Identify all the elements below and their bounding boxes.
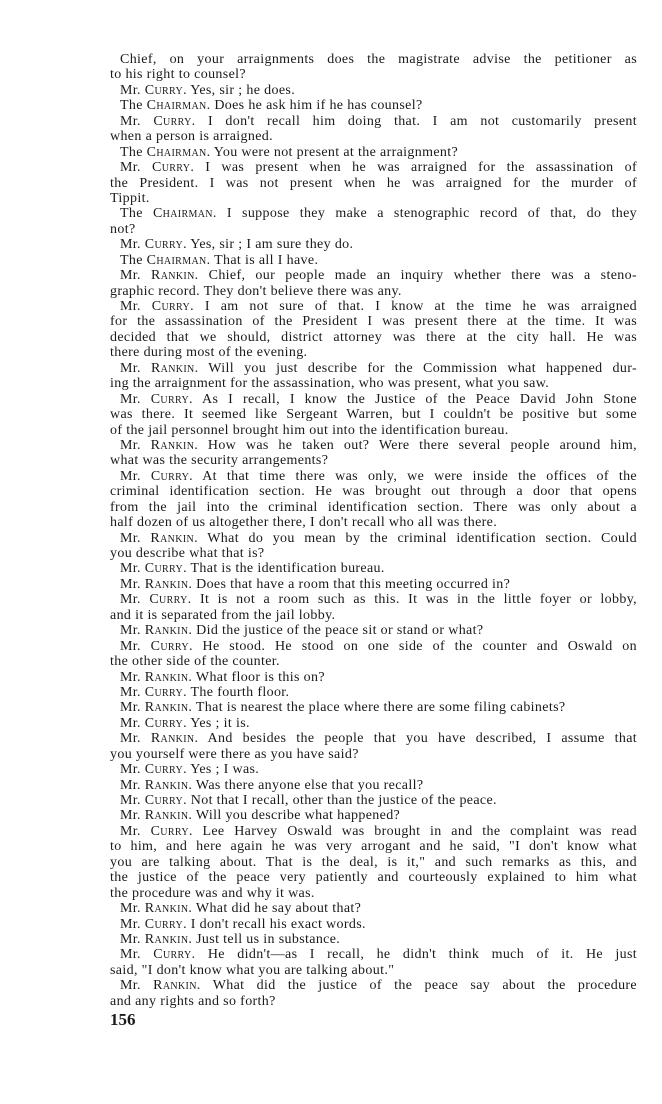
text-line [110, 561, 637, 576]
text-line [110, 577, 637, 592]
testimony-paragraph [110, 253, 637, 268]
line-text: It is not a room such as this. It was in the little foyer or lobby, [199, 592, 637, 608]
speaker-name: Mr. Rankin. [120, 901, 193, 917]
text-line [110, 376, 637, 391]
speaker-name: The Chairman. [120, 98, 211, 114]
text-line [110, 299, 637, 314]
text-line [110, 453, 637, 468]
speaker-name: The Chairman. [120, 206, 217, 222]
line-text: Does that have a room that this meeting occurred in? [196, 576, 511, 592]
text-line [110, 438, 637, 453]
testimony-paragraph [110, 932, 637, 947]
speaker-name: Mr. Rankin. [120, 931, 193, 947]
speaker-name: Mr. Curry. [120, 638, 193, 654]
text-line [110, 670, 637, 685]
testimony-paragraph [110, 778, 637, 793]
text-line [110, 114, 637, 129]
line-text: Will you just describe for the Commission what happened dur- [208, 360, 637, 376]
line-text: That is the identification bureau. [190, 561, 385, 577]
speaker-name: Mr. Curry. [120, 947, 196, 963]
line-text: Was there anyone else that you recall? [195, 777, 424, 793]
text-line [110, 623, 637, 638]
line-text: At that time there was only, we were inside the offices of the [202, 468, 637, 484]
line-text: ing the arraignment for the assassination, who was present, what you saw. [110, 376, 550, 392]
line-text: Yes ; it is. [190, 715, 250, 731]
line-text: What floor is this on? [195, 669, 325, 685]
line-text: criminal identification section. He was brought out through a door that opens [110, 484, 637, 500]
text-line [110, 932, 637, 947]
testimony-paragraph [110, 685, 637, 700]
testimony-paragraph [110, 361, 637, 392]
line-text: you are talking about. That is the deal, is it," and such remarks as this, and [110, 854, 637, 870]
line-text: He stood. He stood on one side of the counter and Oswald on [202, 638, 637, 654]
speaker-name: Mr. Curry. [120, 391, 193, 407]
line-text: there during most of the evening. [110, 345, 308, 361]
text-line [110, 237, 637, 252]
line-text: Yes, sir ; I am sure they do. [190, 237, 354, 253]
testimony-paragraph [110, 700, 637, 715]
text-line [110, 700, 637, 715]
testimony-paragraph [110, 917, 637, 932]
page-number: 156 [110, 1010, 136, 1029]
text-line [110, 268, 637, 283]
line-text: I was present when he was arraigned for the assassination of [205, 160, 637, 176]
speaker-name: Mr. Rankin. [120, 268, 199, 284]
text-line [110, 824, 637, 839]
line-text: the procedure was and why it was. [110, 885, 315, 901]
speaker-name: Mr. Rankin. [120, 437, 199, 453]
speaker-name: Mr. Curry. [120, 237, 187, 253]
testimony-paragraph [110, 392, 637, 438]
speaker-name: Mr. Curry. [120, 113, 196, 129]
speaker-name: Mr. Curry. [120, 762, 187, 778]
speaker-name: The Chairman. [120, 144, 211, 160]
line-text: for the assassination of the President I was present there at the time. It was [110, 314, 637, 330]
line-text: Yes ; I was. [190, 762, 260, 778]
line-text: That is all I have. [214, 252, 319, 268]
text-line [110, 423, 637, 438]
testimony-paragraph [110, 438, 637, 469]
line-text: the justice of the peace very patiently and courteously explained to him what [110, 870, 637, 886]
speaker-name: Mr. Rankin. [120, 777, 193, 793]
text-line [110, 592, 637, 607]
line-text: what was the security arrangements? [110, 453, 329, 469]
speaker-name: Mr. Rankin. [120, 978, 201, 994]
text-line [110, 361, 637, 376]
text-line [110, 176, 637, 191]
text-line [110, 407, 637, 422]
testimony-paragraph [110, 716, 637, 731]
text-line [110, 762, 637, 777]
text-line [110, 886, 637, 901]
line-text: of the jail personnel brought him out into the identification bureau. [110, 422, 509, 438]
testimony-paragraph [110, 206, 637, 237]
text-line [110, 639, 637, 654]
text-line [110, 901, 637, 916]
line-text: Will you describe what happened? [195, 808, 401, 824]
testimony-paragraph [110, 577, 637, 592]
speaker-name: Mr. Curry. [120, 793, 187, 808]
testimony-paragraph [110, 531, 637, 562]
speaker-name: Mr. Rankin. [120, 731, 199, 747]
line-text: He didn't—as I recall, he didn't think much of it. He just [207, 947, 637, 963]
text-line [110, 484, 637, 499]
testimony-paragraph [110, 947, 637, 978]
text-line [110, 67, 637, 82]
line-text: I don't recall his exact words. [190, 916, 366, 932]
testimony-paragraph [110, 237, 637, 252]
line-text: Did the justice of the peace sit or stand or what? [196, 623, 484, 639]
speaker-name: Mr. Rankin. [120, 576, 193, 592]
text-line [110, 793, 637, 808]
line-text: and it is separated from the jail lobby. [110, 607, 336, 623]
line-text: As I recall, I know the Justice of the Peace David John Stone [201, 391, 637, 407]
text-line [110, 917, 637, 932]
speaker-name: Mr. Rankin. [120, 530, 198, 546]
text-line [110, 129, 637, 144]
line-text: That is nearest the place where there are some filing cabinets? [195, 700, 566, 716]
line-text: I am not sure of that. I know at the time he was arraigned [204, 299, 637, 314]
line-text: you describe what that is? [110, 546, 265, 561]
text-line [110, 83, 637, 98]
line-text: What did the justice of the peace say about the procedure [212, 978, 637, 994]
line-text: you yourself were there as you have said? [110, 746, 359, 762]
line-text: from the jail into the criminal identification section. There was only about a [110, 499, 637, 515]
text-line [110, 978, 637, 993]
testimony-paragraph [110, 670, 637, 685]
testimony-paragraph [110, 469, 637, 531]
text-line [110, 392, 637, 407]
testimony-paragraph [110, 268, 637, 299]
testimony-paragraph [110, 160, 637, 206]
testimony-paragraph [110, 978, 637, 1009]
text-line [110, 469, 637, 484]
testimony-paragraph [110, 114, 637, 145]
speaker-name: Mr. Curry. [120, 468, 194, 484]
line-text: The fourth floor. [190, 684, 290, 700]
testimony-paragraph [110, 808, 637, 823]
testimony-paragraph [110, 299, 637, 361]
line-text: Tippit. [110, 190, 150, 206]
text-line [110, 191, 637, 206]
testimony-paragraph [110, 561, 637, 576]
testimony-paragraph [110, 639, 637, 670]
line-text: when a person is arraigned. [110, 129, 274, 145]
line-text: Does he ask him if he has counsel? [214, 98, 423, 114]
line-text: said, "I don't know what you are talking about." [110, 962, 395, 978]
text-line [110, 947, 637, 962]
text-line [110, 206, 637, 221]
text-line [110, 808, 637, 823]
text-line [110, 52, 637, 67]
speaker-name: Mr. Rankin. [120, 360, 199, 376]
text-line [110, 145, 637, 160]
text-line [110, 855, 637, 870]
line-text: to him, and here again he was very arrogant and he said, "I don't know what [110, 839, 637, 855]
text-line [110, 608, 637, 623]
testimony-paragraph [110, 52, 637, 83]
line-text: Chief, our people made an inquiry whether there was a steno- [208, 268, 637, 284]
speaker-name: Mr. Curry. [120, 299, 194, 314]
line-text: Not that I recall, other than the justice of the peace. [190, 793, 497, 808]
speaker-name: Mr. Rankin. [120, 700, 193, 716]
line-text: How was he taken out? Were there several people around him, [207, 437, 637, 453]
line-text: You were not present at the arraignment? [213, 144, 459, 160]
line-text: What did he say about that? [195, 901, 362, 917]
speaker-name: Mr. Curry. [120, 823, 193, 839]
speaker-name: Mr. Rankin. [120, 669, 193, 685]
text-line [110, 314, 637, 329]
speaker-name: Mr. Curry. [120, 916, 187, 932]
testimony-paragraph [110, 901, 637, 916]
line-text: the President. I was not present when he was arraigned for the murder of [110, 175, 637, 191]
text-line [110, 716, 637, 731]
text-line [110, 284, 637, 299]
text-line [110, 870, 637, 885]
line-text: to his right to counsel? [110, 67, 246, 83]
text-line [110, 500, 637, 515]
line-text: Chief, on your arraignments does the magistrate advise the petitioner as [120, 52, 637, 67]
line-text: Yes, sir ; he does. [190, 82, 296, 98]
speaker-name: Mr. Curry. [120, 715, 187, 731]
text-line [110, 839, 637, 854]
transcript-body [110, 52, 637, 1009]
line-text: was there. It seemed like Sergeant Warren, but I couldn't be positive but some [110, 407, 637, 423]
speaker-name: Mr. Curry. [120, 561, 187, 577]
testimony-paragraph [110, 824, 637, 901]
speaker-name: Mr. Rankin. [120, 808, 193, 824]
line-text: and any rights and so forth? [110, 993, 276, 1009]
text-line [110, 222, 637, 237]
testimony-paragraph [110, 731, 637, 762]
text-line [110, 253, 637, 268]
line-text: decided that we should, district attorney was there at the city hall. He was [110, 329, 637, 345]
line-text: graphic record. They don't believe there was any. [110, 283, 402, 299]
line-text: What do you mean by the criminal identification section. Could [207, 530, 637, 546]
speaker-name: Mr. Curry. [120, 684, 187, 700]
text-line [110, 546, 637, 561]
line-text: I suppose they make a stenographic record of that, do they [226, 206, 637, 222]
text-line [110, 531, 637, 546]
testimony-paragraph [110, 83, 637, 98]
text-line [110, 685, 637, 700]
line-text: half dozen of us altogether there, I don't recall who all was there. [110, 515, 498, 531]
testimony-paragraph [110, 762, 637, 777]
line-text: I don't recall him doing that. I am not customarily present [207, 113, 637, 129]
text-line [110, 345, 637, 360]
speaker-name: Mr. Curry. [120, 592, 192, 608]
text-line [110, 515, 637, 530]
text-line [110, 963, 637, 978]
text-line [110, 330, 637, 345]
text-line [110, 778, 637, 793]
speaker-name: Mr. Curry. [120, 82, 187, 98]
speaker-name: Mr. Rankin. [120, 623, 193, 639]
text-line [110, 994, 637, 1009]
text-line [110, 654, 637, 669]
testimony-paragraph [110, 98, 637, 113]
text-line [110, 747, 637, 762]
speaker-name: Mr. Curry. [120, 160, 195, 176]
line-text: Just tell us in substance. [196, 931, 341, 947]
line-text: And besides the people that you have described, I assume that [207, 731, 637, 747]
text-line [110, 98, 637, 113]
testimony-paragraph [110, 793, 637, 808]
text-line [110, 160, 637, 175]
line-text: not? [110, 221, 136, 237]
speaker-name: The Chairman. [120, 252, 211, 268]
testimony-paragraph [110, 145, 637, 160]
line-text: the other side of the counter. [110, 654, 280, 670]
line-text: Lee Harvey Oswald was brought in and the complaint was read [202, 823, 637, 839]
testimony-paragraph [110, 592, 637, 623]
text-line [110, 731, 637, 746]
testimony-paragraph [110, 623, 637, 638]
